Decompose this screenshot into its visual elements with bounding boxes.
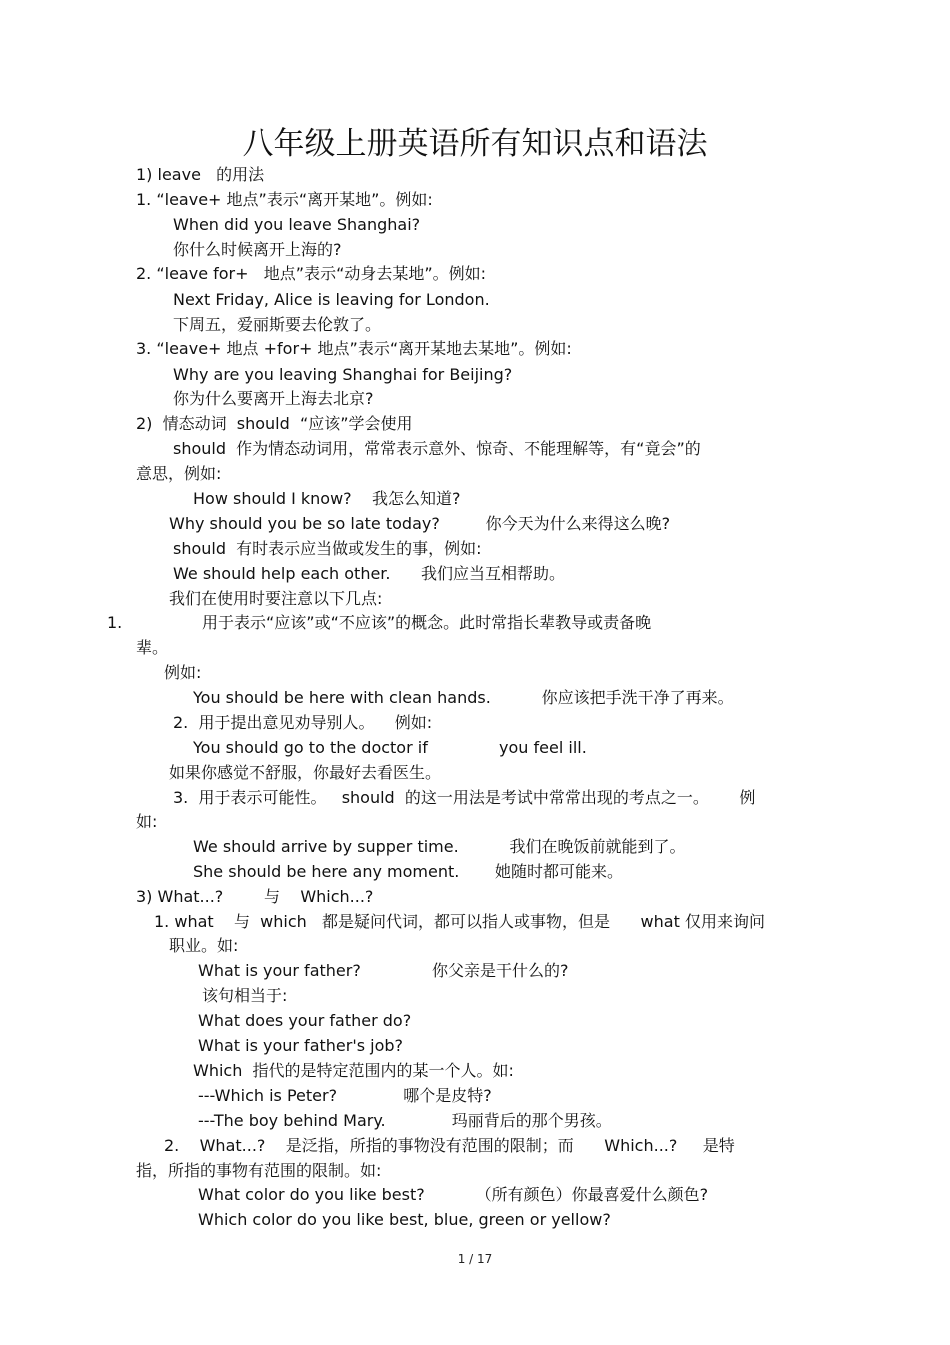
text-line: 例如:: [164, 663, 202, 682]
text-line: 2. 用于提出意见劝导别人。 例如:: [173, 713, 433, 732]
text-line: 下周五，爱丽斯要去伦敦了。: [173, 315, 382, 334]
text-line: How should I know? 我怎么知道?: [193, 489, 461, 508]
text-line: What color do you like best? （所有颜色）你最喜爱什么颜色?: [198, 1185, 709, 1204]
text-line: What is your father? 你父亲是干什么的?: [198, 961, 569, 980]
text-line: should 有时表示应当做或发生的事，例如:: [173, 539, 482, 558]
text-line: Why are you leaving Shanghai for Beijing?: [173, 365, 513, 384]
text-line: Which color do you like best, blue, green or yellow?: [198, 1210, 611, 1229]
text-line: We should help each other. 我们应当互相帮助。: [173, 564, 566, 583]
text-line: Next Friday, Alice is leaving for London.: [173, 290, 490, 309]
text-line: should 作为情态动词用，常常表示意外、惊奇、不能理解等，有“竟会”的: [173, 439, 701, 458]
text-line: ---The boy behind Mary. 玛丽背后的那个男孩。: [198, 1111, 612, 1130]
text-line: ---Which is Peter? 哪个是皮特?: [198, 1086, 492, 1105]
text-line: 如:: [136, 812, 158, 831]
text-line: 职业。如:: [169, 936, 239, 955]
text-line: 指，所指的事物有范围的限制。如:: [136, 1161, 382, 1180]
text-line: You should be here with clean hands. 你应该把手洗干净了再来。: [193, 688, 734, 707]
text-line: We should arrive by supper time. 我们在晚饭前就能到了。: [193, 837, 686, 856]
text-line: 该句相当于:: [202, 986, 288, 1005]
text-line: When did you leave Shanghai?: [173, 215, 421, 234]
text-line: 2. What...? 是泛指，所指的事物没有范围的限制；而 Which...? 是特: [164, 1136, 735, 1155]
text-line: 我们在使用时要注意以下几点:: [169, 589, 383, 608]
text-line: She should be here any moment. 她随时都可能来。: [193, 862, 623, 881]
text-line: Why should you be so late today? 你今天为什么来得这么晚?: [169, 514, 671, 533]
text-line: 3. “leave+ 地点 +for+ 地点”表示“离开某地去某地”。例如:: [136, 339, 572, 358]
text-line: 2. “leave for+ 地点”表示“动身去某地”。例如:: [136, 264, 487, 283]
page-title: 八年级上册英语所有知识点和语法: [242, 126, 708, 162]
text-line: 意思，例如:: [136, 464, 222, 483]
text-line: 如果你感觉不舒服，你最好去看医生。: [169, 763, 442, 782]
text-line: 辈。: [136, 638, 169, 657]
page-number: 1 / 17: [457, 1252, 493, 1266]
text-line: 用于表示“应该”或“不应该”的概念。此时常指长辈教导或责备晚: [202, 613, 652, 632]
text-line: What is your father's job?: [198, 1036, 404, 1055]
text-line: 你为什么要离开上海去北京?: [173, 389, 374, 408]
text-line: You should go to the doctor if you feel ill.: [193, 738, 587, 757]
text-line: Which 指代的是特定范围内的某一个人。如:: [193, 1061, 514, 1080]
text-line: What does your father do?: [198, 1011, 412, 1030]
text-line: 1. what 与 which 都是疑问代词，都可以指人或事物，但是 what 仅用来询问: [154, 912, 765, 931]
text-line: 3) What...? 与 Which...?: [136, 887, 374, 906]
list-number: 1.: [107, 613, 123, 632]
text-line: 1) leave 的用法: [136, 165, 265, 184]
text-line: 你什么时候离开上海的?: [173, 240, 342, 259]
text-line: 2) 情态动词 should “应该”学会使用: [136, 414, 413, 433]
text-line: 3. 用于表示可能性。 should 的这一用法是考试中常常出现的考点之一。 例: [173, 788, 756, 807]
text-line: 1. “leave+ 地点”表示“离开某地”。例如:: [136, 190, 433, 209]
